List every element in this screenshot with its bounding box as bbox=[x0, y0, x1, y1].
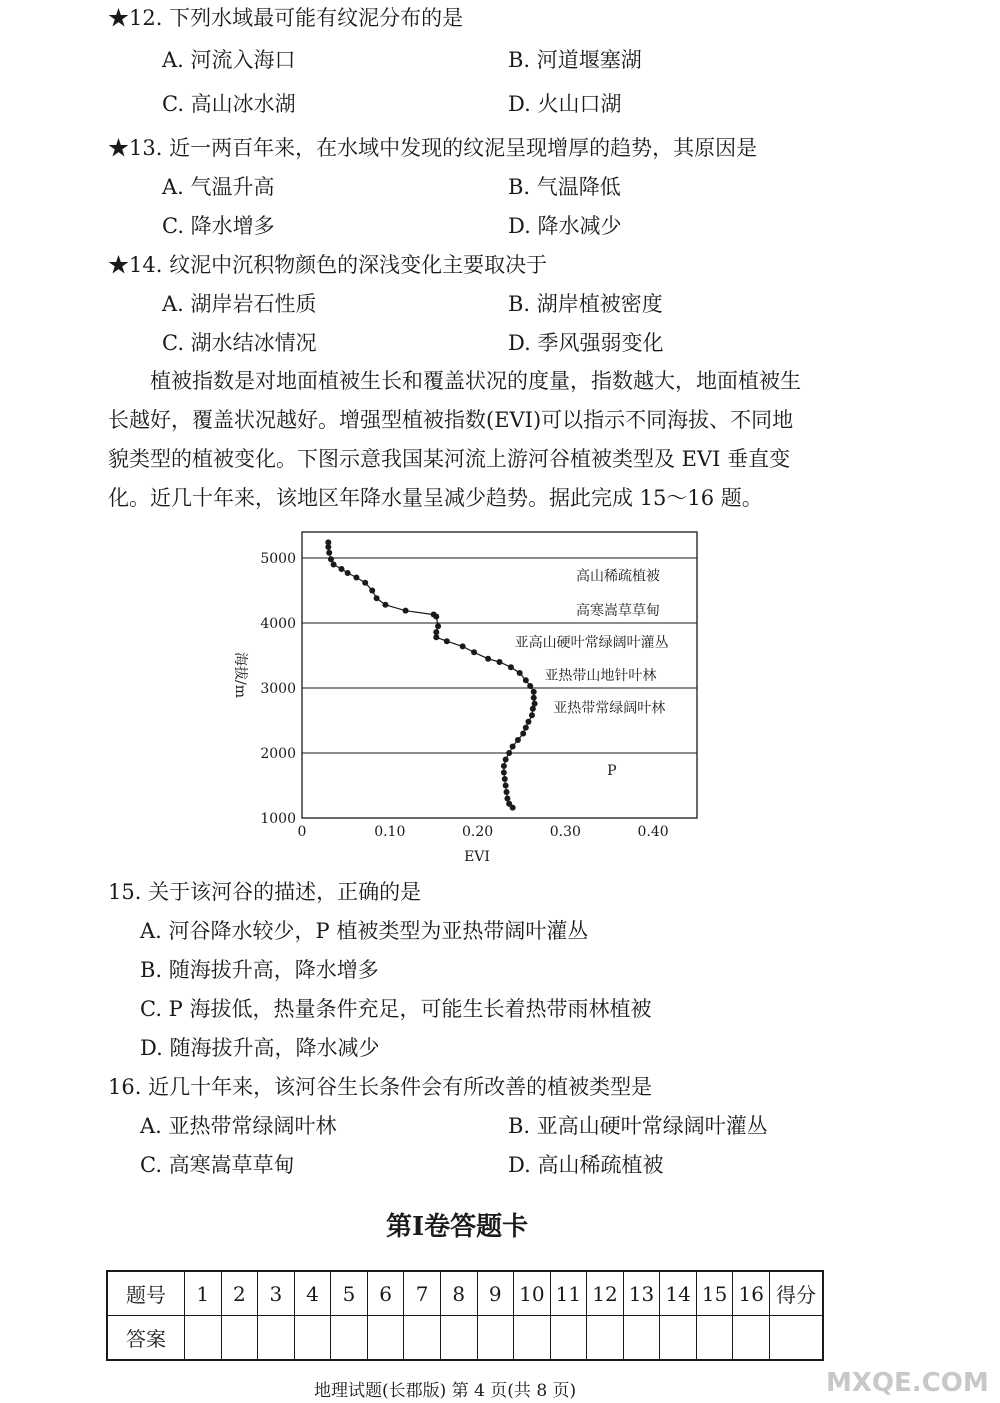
question-number-cell: 16 bbox=[733, 1271, 770, 1316]
passage-line-2: 长越好，覆盖状况越好。增强型植被指数(EVI)可以指示不同海拔、不同地 bbox=[108, 408, 794, 432]
answer-cell[interactable] bbox=[185, 1316, 222, 1361]
answer-card-number-row bbox=[107, 1271, 823, 1316]
x-axis-label: EVI bbox=[464, 849, 490, 865]
zone-label: 亚热带山地针叶林 bbox=[544, 668, 657, 684]
answer-cell[interactable] bbox=[514, 1316, 551, 1361]
answer-cell[interactable] bbox=[367, 1316, 404, 1361]
evi-data-point bbox=[503, 783, 509, 789]
question-number-cell: 2 bbox=[221, 1271, 258, 1316]
evi-data-point bbox=[508, 664, 514, 670]
question-15-option-b: B. 随海拔升高，降水增多 bbox=[140, 958, 379, 982]
question-15-option-c: C. P 海拔低，热量条件充足，可能生长着热带雨林植被 bbox=[140, 997, 652, 1021]
evi-data-point bbox=[369, 588, 375, 594]
x-tick-label: 0 bbox=[297, 824, 307, 840]
zone-label: 亚高山硬叶常绿阔叶灌丛 bbox=[514, 634, 669, 651]
question-15-option-a: A. 河谷降水较少，P 植被类型为亚热带阔叶灌丛 bbox=[140, 919, 589, 943]
evi-data-point bbox=[403, 608, 409, 614]
answer-row-label: 答案 bbox=[107, 1316, 185, 1361]
question-number-cell: 12 bbox=[587, 1271, 624, 1316]
watermark: MXQE.COM bbox=[826, 1368, 989, 1398]
question-number-cell: 9 bbox=[477, 1271, 514, 1316]
answer-card-title: 第Ⅰ卷答题卡 bbox=[386, 1212, 529, 1242]
evi-data-point bbox=[497, 659, 503, 665]
evi-data-point bbox=[433, 634, 439, 640]
question-16-option-c: C. 高寒嵩草草甸 bbox=[140, 1153, 295, 1177]
evi-data-point bbox=[529, 712, 535, 718]
question-16-option-d: D. 高山稀疏植被 bbox=[508, 1153, 664, 1177]
evi-data-point bbox=[374, 595, 380, 601]
question-14-stem: ★14. 纹泥中沉积物颜色的深浅变化主要取决于 bbox=[108, 253, 548, 277]
evi-data-point bbox=[523, 725, 529, 731]
evi-data-point bbox=[326, 550, 332, 556]
evi-data-point bbox=[510, 744, 516, 750]
evi-data-point bbox=[328, 556, 334, 562]
evi-altitude-chart bbox=[220, 520, 720, 870]
y-tick-label: 2000 bbox=[260, 746, 296, 762]
evi-data-point bbox=[345, 570, 351, 576]
evi-data-point bbox=[460, 643, 466, 649]
evi-data-point bbox=[525, 719, 531, 725]
evi-data-point bbox=[517, 670, 523, 676]
answer-card-table bbox=[106, 1270, 824, 1361]
evi-data-point bbox=[433, 614, 439, 620]
page-footer: 地理试题(长郡版) 第 4 页(共 8 页) bbox=[314, 1381, 577, 1401]
answer-cell[interactable] bbox=[587, 1316, 624, 1361]
passage-line-3: 貌类型的植被变化。下图示意我国某河流上游河谷植被类型及 EVI 垂直变 bbox=[108, 447, 791, 471]
question-12-option-c: C. 高山冰水湖 bbox=[162, 92, 296, 116]
question-13-stem: ★13. 近一两百年来，在水域中发现的纹泥呈现增厚的趋势，其原因是 bbox=[108, 136, 758, 160]
question-16-option-a: A. 亚热带常绿阔叶林 bbox=[140, 1114, 337, 1138]
answer-cell[interactable] bbox=[294, 1316, 331, 1361]
evi-data-point bbox=[471, 649, 477, 655]
evi-data-point bbox=[532, 701, 538, 707]
evi-data-point bbox=[531, 695, 537, 701]
zone-label: 高山稀疏植被 bbox=[576, 568, 660, 585]
question-14-option-b: B. 湖岸植被密度 bbox=[508, 292, 663, 316]
evi-data-point bbox=[435, 623, 441, 629]
evi-data-point bbox=[331, 562, 337, 568]
zone-label: 亚热带常绿阔叶林 bbox=[553, 700, 666, 717]
passage-line-4: 化。近几十年来，该地区年降水量呈减少趋势。据此完成 15～16 题。 bbox=[108, 486, 763, 510]
question-number-cell: 3 bbox=[258, 1271, 295, 1316]
y-tick-label: 3000 bbox=[260, 681, 296, 697]
evi-data-point bbox=[353, 575, 359, 581]
passage bbox=[108, 362, 828, 518]
evi-data-point bbox=[444, 638, 450, 644]
evi-data-point bbox=[325, 544, 331, 550]
answer-cell[interactable] bbox=[331, 1316, 368, 1361]
question-15-stem: 15. 关于该河谷的描述，正确的是 bbox=[108, 880, 422, 904]
x-tick-label: 0.10 bbox=[374, 824, 406, 840]
evi-data-point bbox=[503, 757, 509, 763]
zone-label: P bbox=[607, 762, 617, 779]
evi-data-point bbox=[504, 789, 510, 795]
question-number-cell: 13 bbox=[623, 1271, 660, 1316]
zone-label: 高寒嵩草草甸 bbox=[576, 603, 660, 619]
question-12-option-a: A. 河流入海口 bbox=[162, 48, 296, 72]
evi-data-point bbox=[506, 750, 512, 756]
evi-data-point bbox=[510, 805, 516, 811]
question-15-option-d: D. 随海拔升高，降水减少 bbox=[140, 1036, 380, 1060]
evi-data-point bbox=[485, 656, 491, 662]
evi-data-point bbox=[382, 602, 388, 608]
question-12-option-d: D. 火山口湖 bbox=[508, 92, 622, 116]
answer-cell[interactable] bbox=[221, 1316, 258, 1361]
evi-data-point bbox=[531, 689, 537, 695]
question-12-stem: ★12. 下列水域最可能有纹泥分布的是 bbox=[108, 6, 464, 30]
question-13-option-c: C. 降水增多 bbox=[162, 214, 275, 238]
answer-cell[interactable] bbox=[258, 1316, 295, 1361]
answer-cell[interactable] bbox=[404, 1316, 441, 1361]
number-row-label: 题号 bbox=[107, 1271, 185, 1316]
question-number-cell: 15 bbox=[696, 1271, 733, 1316]
question-number-cell: 11 bbox=[550, 1271, 587, 1316]
x-tick-label: 0.40 bbox=[637, 824, 669, 840]
x-tick-label: 0.20 bbox=[461, 824, 494, 840]
question-12-option-b: B. 河道堰塞湖 bbox=[508, 48, 642, 72]
evi-data-point bbox=[515, 737, 521, 743]
score-label: 得分 bbox=[770, 1271, 824, 1316]
answer-cell[interactable] bbox=[477, 1316, 514, 1361]
evi-data-point bbox=[501, 770, 507, 776]
question-number-cell: 6 bbox=[367, 1271, 404, 1316]
question-14-option-a: A. 湖岸岩石性质 bbox=[162, 292, 317, 316]
question-14-option-d: D. 季风强弱变化 bbox=[508, 331, 664, 355]
y-tick-label: 4000 bbox=[260, 616, 296, 632]
question-14-option-c: C. 湖水结冰情况 bbox=[162, 331, 317, 355]
answer-cell[interactable] bbox=[550, 1316, 587, 1361]
evi-data-point bbox=[523, 677, 529, 683]
evi-data-point bbox=[504, 796, 510, 802]
question-13-option-a: A. 气温升高 bbox=[162, 175, 275, 199]
question-number-cell: 14 bbox=[660, 1271, 697, 1316]
answer-cell[interactable] bbox=[696, 1316, 733, 1361]
answer-cell[interactable] bbox=[623, 1316, 660, 1361]
y-tick-label: 5000 bbox=[260, 551, 296, 567]
question-number-cell: 4 bbox=[294, 1271, 331, 1316]
question-13-option-d: D. 降水减少 bbox=[508, 214, 622, 238]
evi-data-point bbox=[362, 580, 368, 586]
answer-cell[interactable] bbox=[440, 1316, 477, 1361]
question-16-stem: 16. 近几十年来，该河谷生长条件会有所改善的植被类型是 bbox=[108, 1075, 653, 1099]
question-number-cell: 5 bbox=[331, 1271, 368, 1316]
y-axis-label: 海拔/m bbox=[232, 652, 248, 698]
x-tick-label: 0.30 bbox=[549, 824, 581, 840]
evi-data-point bbox=[530, 706, 536, 712]
answer-cell[interactable] bbox=[733, 1316, 770, 1361]
passage-line-1: 植被指数是对地面植被生长和覆盖状况的度量，指数越大，地面植被生 bbox=[150, 369, 801, 393]
score-cell[interactable] bbox=[770, 1316, 824, 1361]
y-tick-label: 1000 bbox=[260, 811, 296, 827]
answer-card-answer-row bbox=[107, 1316, 823, 1361]
evi-data-point bbox=[502, 776, 508, 782]
question-number-cell: 7 bbox=[404, 1271, 441, 1316]
question-number-cell: 1 bbox=[185, 1271, 222, 1316]
answer-cell[interactable] bbox=[660, 1316, 697, 1361]
question-16-option-b: B. 亚高山硬叶常绿阔叶灌丛 bbox=[508, 1114, 768, 1138]
evi-data-point bbox=[520, 731, 526, 737]
question-13-option-b: B. 气温降低 bbox=[508, 175, 621, 199]
evi-data-point bbox=[527, 683, 533, 689]
evi-data-point bbox=[339, 566, 345, 572]
evi-data-point bbox=[433, 629, 439, 635]
question-number-cell: 10 bbox=[514, 1271, 551, 1316]
question-number-cell: 8 bbox=[440, 1271, 477, 1316]
evi-data-point bbox=[501, 763, 507, 769]
